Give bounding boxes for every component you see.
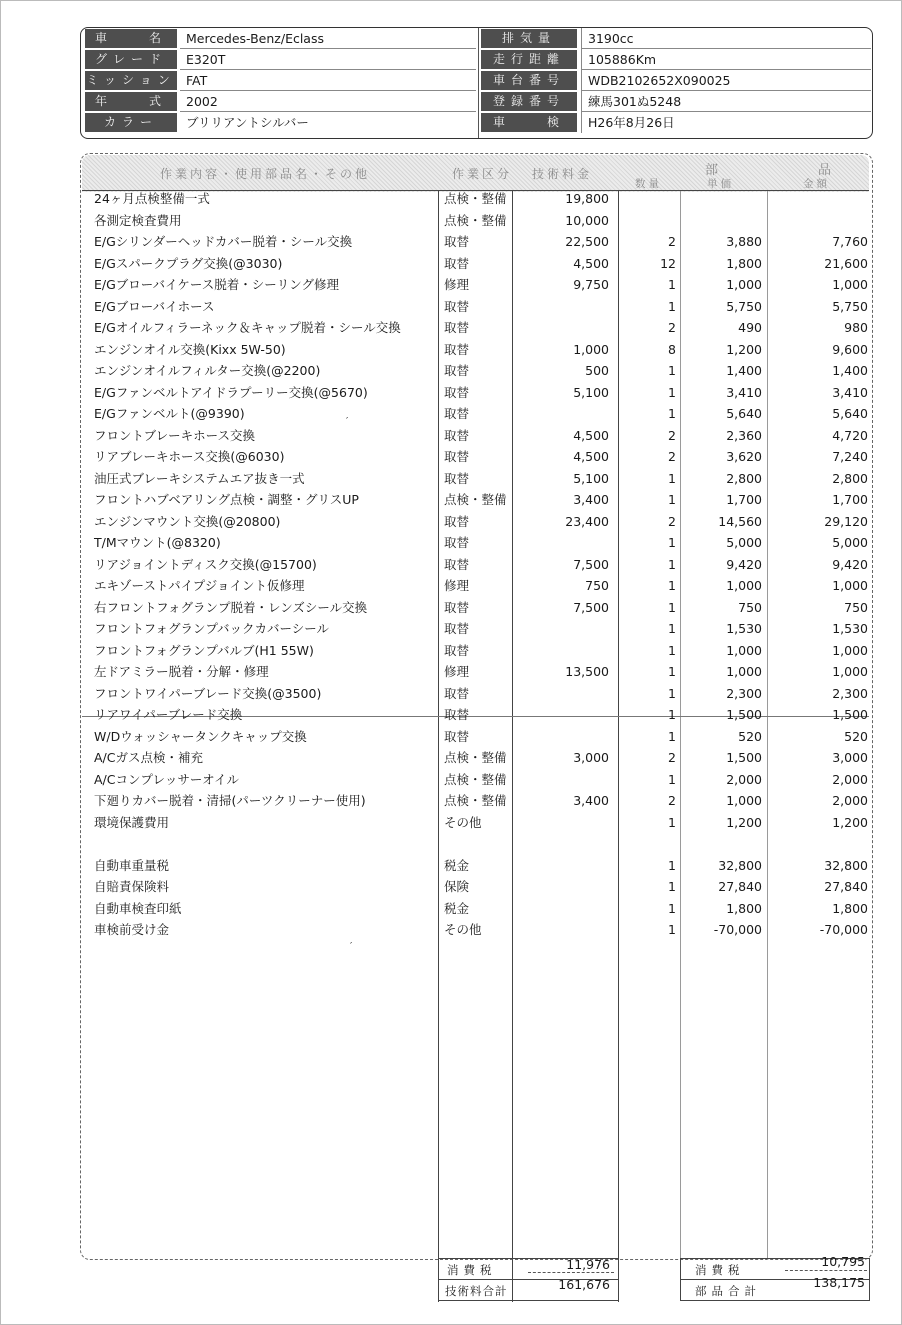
row-work-type: 保険 xyxy=(444,879,470,894)
row-work-type: その他 xyxy=(444,922,482,937)
row-description: エキゾーストパイプジョイント仮修理 xyxy=(94,578,305,593)
row-amount: 7,240 xyxy=(832,449,868,464)
table-row xyxy=(0,317,902,338)
row-quantity: 1 xyxy=(668,298,676,314)
row-labor-fee: 4,500 xyxy=(573,427,609,443)
row-unit-price: 1,000 xyxy=(726,578,762,593)
info-row-grade xyxy=(81,49,872,70)
row-quantity: 1 xyxy=(668,535,676,550)
row-work-type: 取替 xyxy=(444,449,470,464)
row-amount: 5,000 xyxy=(832,535,868,550)
parts-totals-bottom-line xyxy=(680,1300,870,1301)
row-labor-fee: 13,500 xyxy=(565,664,609,679)
header-description: 作業内容・使用部品名・その他 xyxy=(160,167,371,181)
row-quantity: 1 xyxy=(668,578,676,593)
table-row xyxy=(0,188,902,209)
row-description: リアジョイントディスク交換(@15700) xyxy=(94,556,317,572)
row-quantity: 2 xyxy=(668,320,676,335)
row-quantity: 1 xyxy=(668,728,676,744)
mission-label: ミッション xyxy=(85,71,177,90)
row-description: E/Gファンベルトアイドラプーリー交換(@5670) xyxy=(94,384,368,400)
table-row xyxy=(0,618,902,639)
row-quantity: 12 xyxy=(660,255,676,271)
table-row xyxy=(0,704,902,725)
displacement-label: 排気量 xyxy=(481,29,577,48)
color-label: カラー xyxy=(85,113,177,132)
row-quantity: 1 xyxy=(668,642,676,658)
table-row xyxy=(0,640,902,661)
header-work-type: 作業区分 xyxy=(452,167,513,181)
table-row xyxy=(0,339,902,360)
row-quantity: 1 xyxy=(668,556,676,572)
row-unit-price: 5,640 xyxy=(726,406,762,421)
table-row xyxy=(0,898,902,919)
row-work-type: 取替 xyxy=(444,384,470,400)
row-work-type: 取替 xyxy=(444,707,470,722)
table-row xyxy=(0,876,902,897)
row-amount: 2,800 xyxy=(832,470,868,486)
row-work-type: 取替 xyxy=(444,406,470,421)
row-amount: 1,400 xyxy=(832,363,868,378)
row-quantity: 1 xyxy=(668,814,676,830)
row-unit-price: 1,530 xyxy=(726,621,762,636)
row-work-type: 取替 xyxy=(444,621,470,636)
row-work-type: 取替 xyxy=(444,320,470,335)
table-row xyxy=(0,855,902,876)
row-unit-price: -70,000 xyxy=(713,922,762,937)
row-quantity: 2 xyxy=(668,750,676,765)
parts-tax-value: 10,795 xyxy=(821,1254,865,1269)
stray-mark: ′ xyxy=(350,941,353,952)
row-unit-price: 490 xyxy=(738,320,762,335)
row-work-type: 点検・整備 xyxy=(444,750,507,765)
row-description: E/Gスパークプラグ交換(@3030) xyxy=(94,255,283,271)
table-row xyxy=(0,296,902,317)
info-row-year xyxy=(81,91,872,112)
row-amount: 7,760 xyxy=(832,234,868,249)
row-unit-price: 5,750 xyxy=(726,298,762,314)
mileage-label: 走行距離 xyxy=(481,50,577,69)
row-quantity: 2 xyxy=(668,793,676,808)
row-description: 自動車重量税 xyxy=(94,857,170,873)
row-labor-fee: 4,500 xyxy=(573,449,609,464)
row-labor-fee: 500 xyxy=(585,363,609,378)
row-description: 下廻りカバー脱着・清掃(パーツクリーナー使用) xyxy=(94,793,366,808)
row-unit-price: 1,400 xyxy=(726,363,762,378)
row-work-type: その他 xyxy=(444,814,482,830)
row-amount: 1,200 xyxy=(832,814,868,830)
row-unit-price: 1,000 xyxy=(726,642,762,658)
row-labor-fee: 7,500 xyxy=(573,556,609,572)
row-amount: 1,000 xyxy=(832,642,868,658)
row-description: E/Gブローバイケース脱着・シーリング修理 xyxy=(94,277,340,292)
row-unit-price: 1,000 xyxy=(726,664,762,679)
row-unit-price: 3,880 xyxy=(726,234,762,249)
row-unit-price: 1,800 xyxy=(726,900,762,916)
table-row xyxy=(0,597,902,618)
row-work-type: 修理 xyxy=(444,578,470,593)
row-unit-price: 9,420 xyxy=(726,556,762,572)
row-quantity: 1 xyxy=(668,922,676,937)
row-labor-fee: 3,000 xyxy=(573,750,609,765)
row-unit-price: 2,800 xyxy=(726,470,762,486)
table-row xyxy=(0,360,902,381)
row-quantity: 1 xyxy=(668,621,676,636)
row-description: W/Dウォッシャータンクキャップ交換 xyxy=(94,728,307,744)
row-quantity: 1 xyxy=(668,685,676,701)
row-amount: 2,300 xyxy=(832,685,868,701)
table-row xyxy=(0,833,902,854)
row-labor-fee: 19,800 xyxy=(565,191,609,206)
row-description: フロントフォグランプバックカバーシール xyxy=(94,621,330,636)
parts-tax-label: 消費税 xyxy=(695,1263,745,1277)
row-labor-fee: 4,500 xyxy=(573,255,609,271)
table-row xyxy=(0,425,902,446)
row-work-type: 修理 xyxy=(444,277,470,292)
name-value: Mercedes-Benz/Eclass xyxy=(180,28,476,49)
table-row xyxy=(0,683,902,704)
row-amount: 29,120 xyxy=(824,513,868,529)
mission-value: FAT xyxy=(180,70,476,91)
row-work-type: 点検・整備 xyxy=(444,771,507,787)
row-work-type: 取替 xyxy=(444,535,470,550)
row-quantity: 2 xyxy=(668,449,676,464)
table-row xyxy=(0,575,902,596)
color-value: ブリリアントシルバー xyxy=(186,115,309,130)
row-labor-fee: 3,400 xyxy=(573,793,609,808)
row-labor-fee: 3,400 xyxy=(573,492,609,507)
labor-total-value: 161,676 xyxy=(558,1277,610,1292)
info-row-name xyxy=(81,28,872,49)
row-amount: 1,500 xyxy=(832,707,868,722)
row-amount: 1,700 xyxy=(832,492,868,507)
row-description: フロントワイパーブレード交換(@3500) xyxy=(94,685,322,701)
row-work-type: 取替 xyxy=(444,642,470,658)
row-amount: 1,530 xyxy=(832,621,868,636)
info-row-mission xyxy=(81,70,872,91)
row-description: エンジンオイルフィルター交換(@2200) xyxy=(94,363,321,378)
table-row xyxy=(0,231,902,252)
row-quantity: 1 xyxy=(668,771,676,787)
row-work-type: 税金 xyxy=(444,900,470,916)
row-description: 左ドアミラー脱着・分解・修理 xyxy=(94,664,269,679)
row-quantity: 2 xyxy=(668,513,676,529)
row-quantity: 1 xyxy=(668,900,676,916)
table-row xyxy=(0,489,902,510)
row-work-type: 取替 xyxy=(444,513,470,529)
row-labor-fee: 1,000 xyxy=(573,341,609,357)
inspection-value: H26年8月26日 xyxy=(581,112,871,133)
header-parts-2: 品 xyxy=(818,163,835,178)
row-quantity: 1 xyxy=(668,707,676,722)
row-work-type: 取替 xyxy=(444,728,470,744)
row-quantity: 2 xyxy=(668,427,676,443)
table-row xyxy=(0,253,902,274)
row-work-type: 取替 xyxy=(444,599,470,615)
row-amount: 1,000 xyxy=(832,578,868,593)
row-description: 各測定検査費用 xyxy=(94,212,182,228)
row-unit-price: 2,360 xyxy=(726,427,762,443)
row-quantity: 1 xyxy=(668,599,676,615)
row-work-type: 点検・整備 xyxy=(444,212,507,228)
row-amount: 750 xyxy=(844,599,868,615)
row-description: 自動車検査印紙 xyxy=(94,900,182,916)
labor-tax-value: 11,976 xyxy=(566,1257,610,1272)
row-work-type: 取替 xyxy=(444,341,470,357)
row-description: 車検前受け金 xyxy=(94,922,170,937)
table-row xyxy=(0,790,902,811)
row-description: リアワイパーブレード交換 xyxy=(94,707,243,722)
row-amount: 21,600 xyxy=(824,255,868,271)
row-work-type: 取替 xyxy=(444,556,470,572)
row-amount: 1,800 xyxy=(832,900,868,916)
row-unit-price: 1,800 xyxy=(726,255,762,271)
row-labor-fee: 5,100 xyxy=(573,470,609,486)
row-quantity: 1 xyxy=(668,277,676,292)
row-description: E/Gオイルフィラーネック＆キャップ脱着・シール交換 xyxy=(94,320,401,335)
row-unit-price: 27,840 xyxy=(718,879,762,894)
table-row xyxy=(0,210,902,231)
chassis-label: 車台番号 xyxy=(481,71,577,90)
table-row xyxy=(0,274,902,295)
row-description: 環境保護費用 xyxy=(94,814,170,830)
row-description: リアブレーキホース交換(@6030) xyxy=(94,449,285,464)
row-labor-fee: 5,100 xyxy=(573,384,609,400)
table-row xyxy=(0,812,902,833)
mileage-value: 105886Km xyxy=(581,49,871,70)
row-unit-price: 2,000 xyxy=(726,771,762,787)
labor-tax-label: 消費税 xyxy=(447,1263,497,1277)
header-parts: 部 xyxy=(705,163,722,178)
row-description: 24ヶ月点検整備一式 xyxy=(94,191,210,206)
row-description: A/Cコンプレッサーオイル xyxy=(94,771,239,787)
row-unit-price: 3,410 xyxy=(726,384,762,400)
parts-totals-right-line xyxy=(869,1258,870,1300)
row-work-type: 点検・整備 xyxy=(444,492,507,507)
table-row xyxy=(0,726,902,747)
table-row xyxy=(0,468,902,489)
chassis-value: WDB2102652X090025 xyxy=(581,70,871,91)
table-row xyxy=(0,747,902,768)
row-unit-price: 1,000 xyxy=(726,277,762,292)
stray-mark: ′ xyxy=(346,416,349,427)
row-description: E/Gシリンダーヘッドカバー脱着・シール交換 xyxy=(94,234,353,249)
parts-tax-underline xyxy=(785,1270,867,1271)
name-label: 車 名 xyxy=(85,29,177,48)
row-unit-price: 1,500 xyxy=(726,750,762,765)
row-unit-price: 1,000 xyxy=(726,793,762,808)
registration-value: 練馬301ぬ5248 xyxy=(581,91,871,112)
table-row xyxy=(0,382,902,403)
row-unit-price: 2,300 xyxy=(726,685,762,701)
table-row xyxy=(0,532,902,553)
row-labor-fee: 23,400 xyxy=(565,513,609,529)
row-amount: 1,000 xyxy=(832,664,868,679)
row-description: エンジンマウント交換(@20800) xyxy=(94,513,281,529)
row-amount: 9,420 xyxy=(832,556,868,572)
row-quantity: 1 xyxy=(668,363,676,378)
row-work-type: 取替 xyxy=(444,685,470,701)
displacement-value: 3190cc xyxy=(581,28,871,49)
labor-totals-bottom-line xyxy=(438,1300,618,1301)
row-quantity: 1 xyxy=(668,470,676,486)
row-labor-fee: 7,500 xyxy=(573,599,609,615)
row-quantity: 1 xyxy=(668,384,676,400)
inspection-label: 車 検 xyxy=(481,113,577,132)
labor-tax-underline xyxy=(528,1272,614,1273)
row-quantity: 1 xyxy=(668,492,676,507)
row-quantity: 1 xyxy=(668,857,676,873)
header-amount: 金額 xyxy=(803,178,830,190)
row-unit-price: 3,620 xyxy=(726,449,762,464)
row-description: E/Gファンベルト(@9390) xyxy=(94,406,245,421)
row-unit-price: 32,800 xyxy=(718,857,762,873)
table-row xyxy=(0,403,902,424)
row-description: フロントハブベアリング点検・調整・グリスUP xyxy=(94,492,359,507)
header-labor: 技術料金 xyxy=(532,167,593,181)
row-unit-price: 14,560 xyxy=(718,513,762,529)
row-unit-price: 1,500 xyxy=(726,707,762,722)
table-row xyxy=(0,554,902,575)
table-row xyxy=(0,446,902,467)
table-row xyxy=(0,919,902,940)
info-row-color xyxy=(81,112,872,133)
grade-label: グレード xyxy=(85,50,177,69)
year-label: 年 式 xyxy=(85,92,177,111)
row-work-type: 取替 xyxy=(444,427,470,443)
row-work-type: 税金 xyxy=(444,857,470,873)
table-row xyxy=(0,769,902,790)
row-amount: 3,410 xyxy=(832,384,868,400)
row-description: T/Mマウント(@8320) xyxy=(94,535,221,550)
row-amount: 5,640 xyxy=(832,406,868,421)
parts-total-label: 部品合計 xyxy=(695,1284,761,1298)
row-unit-price: 1,700 xyxy=(726,492,762,507)
table-row xyxy=(0,661,902,682)
header-qty: 数量 xyxy=(635,178,662,190)
grade-value: E320T xyxy=(180,49,476,70)
row-amount: 3,000 xyxy=(832,750,868,765)
row-quantity: 1 xyxy=(668,406,676,421)
row-quantity: 1 xyxy=(668,879,676,894)
registration-label: 登録番号 xyxy=(481,92,577,111)
row-labor-fee: 22,500 xyxy=(565,234,609,249)
row-quantity: 2 xyxy=(668,234,676,249)
row-amount: 27,840 xyxy=(824,879,868,894)
row-work-type: 取替 xyxy=(444,363,470,378)
row-work-type: 取替 xyxy=(444,234,470,249)
row-amount: 2,000 xyxy=(832,793,868,808)
header-unit: 単価 xyxy=(707,178,734,190)
row-description: 油圧式ブレーキシステムエア抜き一式 xyxy=(94,470,305,486)
row-amount: 4,720 xyxy=(832,427,868,443)
row-amount: -70,000 xyxy=(819,922,868,937)
table-row xyxy=(0,511,902,532)
row-description: E/Gブローバイホース xyxy=(94,298,215,314)
row-description: フロントフォグランプバルブ(H1 55W) xyxy=(94,642,314,658)
row-unit-price: 520 xyxy=(738,728,762,744)
labor-total-label: 技術料合計 xyxy=(445,1284,508,1298)
row-unit-price: 1,200 xyxy=(726,341,762,357)
row-work-type: 取替 xyxy=(444,470,470,486)
row-unit-price: 750 xyxy=(738,599,762,615)
row-amount: 32,800 xyxy=(824,857,868,873)
row-amount: 520 xyxy=(844,728,868,744)
year-value: 2002 xyxy=(180,91,476,112)
row-work-type: 取替 xyxy=(444,255,470,271)
row-amount: 9,600 xyxy=(832,341,868,357)
row-amount: 980 xyxy=(844,320,868,335)
parts-total-value: 138,175 xyxy=(813,1275,865,1290)
row-work-type: 取替 xyxy=(444,298,470,314)
row-description: エンジンオイル交換(Kixx 5W-50) xyxy=(94,341,286,357)
row-description: フロントブレーキホース交換 xyxy=(94,427,256,443)
row-amount: 1,000 xyxy=(832,277,868,292)
row-work-type: 点検・整備 xyxy=(444,191,507,206)
row-amount: 2,000 xyxy=(832,771,868,787)
row-work-type: 修理 xyxy=(444,664,470,679)
vehicle-info-box xyxy=(80,27,873,139)
row-labor-fee: 750 xyxy=(585,578,609,593)
row-description: 右フロントフォグランプ脱着・レンズシール交換 xyxy=(94,599,368,615)
row-description: A/Cガス点検・補充 xyxy=(94,750,203,765)
row-unit-price: 1,200 xyxy=(726,814,762,830)
row-description: 自賠責保険料 xyxy=(94,879,170,894)
row-amount: 5,750 xyxy=(832,298,868,314)
row-labor-fee: 10,000 xyxy=(565,212,609,228)
row-work-type: 点検・整備 xyxy=(444,793,507,808)
row-quantity: 8 xyxy=(668,341,676,357)
row-quantity: 1 xyxy=(668,664,676,679)
row-unit-price: 5,000 xyxy=(726,535,762,550)
row-labor-fee: 9,750 xyxy=(573,277,609,292)
